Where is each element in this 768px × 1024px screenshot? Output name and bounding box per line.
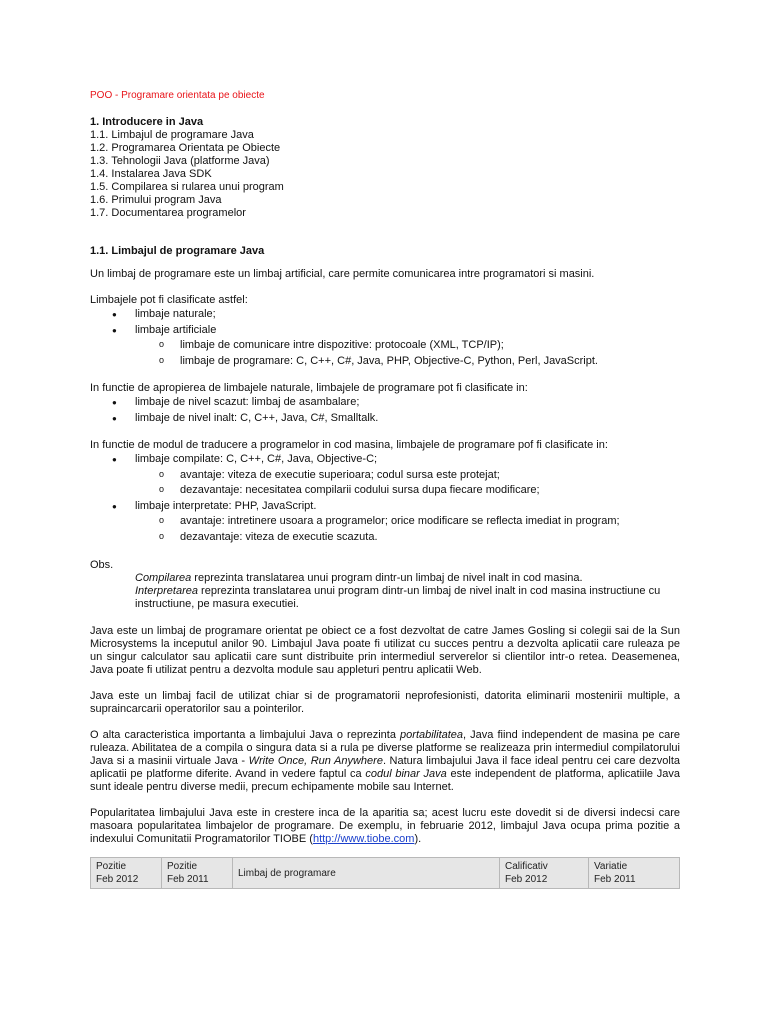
toc-item: 1.5. Compilarea si rularea unui program — [90, 181, 284, 193]
toc-heading: 1. Introducere in Java — [90, 116, 204, 128]
tiobe-table — [90, 857, 680, 889]
italic-term: codul binar Java — [365, 768, 447, 780]
obs-compilarea-text: reprezinta translatarea unui program dintr-un limbaj de nivel inalt in cod masina. — [191, 572, 583, 584]
sub-list-item: o limbaje de programare: C, C++, C#, Java, PHP, Objective-C, Python, Perl, JavaScript. — [90, 354, 680, 370]
document-body — [90, 89, 680, 846]
java-paragraph-2: Java este un limbaj facil de utilizat chiar si de programatorii neprofesionisti, datorita eliminarii mostenirii multiple, a supraincarcarii operatorilor sau a pointerilor. — [90, 690, 680, 715]
sub-list-item: o limbaje de comunicare intre dispozitive: protocoale (XML, TCP/IP); — [90, 338, 680, 354]
toc-item: 1.1. Limbajul de programare Java — [90, 129, 254, 141]
traducere-lead: In functie de modul de traducere a programelor in cod masina, limbajele de programare pof fi clasificate in: — [90, 439, 608, 451]
list-item: ● limbaje interpretate: PHP, JavaScript. — [90, 499, 680, 515]
obs-interpretarea-text: reprezinta translatarea unui program dintr-un limbaj de nivel inalt in cod masina instructiune cu instructiune, pe masura executiei. — [135, 585, 661, 610]
sub-list-item: o avantaje: intretinere usoara a programelor; orice modificare se reflecta imediat in program; — [90, 514, 680, 530]
text-run: este independent de platforma, aplicatiile Java sunt ideale pentru diverse medii, precum echipamente mobile sau Internet. — [90, 768, 680, 793]
toc-item: 1.7. Documentarea programelor — [90, 207, 246, 219]
toc-item: 1.2. Programarea Orientata pe Obiecte — [90, 142, 281, 154]
intro-paragraph: Un limbaj de programare este un limbaj artificial, care permite comunicarea intre programatori si masini. — [90, 268, 595, 280]
list-item: ● limbaje de nivel inalt: C, C++, Java, C#, Smalltalk. — [90, 411, 680, 427]
header-cell — [91, 858, 162, 889]
header-cell: Limbaj de programare — [233, 858, 500, 889]
toc-item: 1.6. Primului program Java — [90, 194, 222, 206]
sub-list-item: o avantaje: viteza de executie superioara; codul sursa este protejat; — [90, 468, 680, 484]
list-item: ● limbaje de nivel scazut: limbaj de asambalare; — [90, 395, 680, 411]
header-cell — [589, 858, 680, 889]
traducere-list — [90, 452, 680, 545]
java-paragraph-4 — [90, 807, 680, 846]
clasificare-list — [90, 307, 680, 369]
section-heading: 1.1. Limbajul de programare Java — [90, 245, 265, 257]
obs-compilarea — [90, 572, 680, 585]
apropiere-list — [90, 395, 680, 426]
header-line: Pozitie — [96, 861, 127, 872]
text-run: O alta caracteristica importanta a limbajului Java o reprezinta — [90, 729, 401, 741]
header-line: Variatie — [594, 861, 628, 872]
document-header-title: POO - Programare orientata pe obiecte — [90, 90, 265, 101]
sub-list-item: o dezavantaje: necesitatea compilarii codului sursa dupa fiecare modificare; — [90, 483, 680, 499]
header-line: Feb 2011 — [167, 874, 209, 885]
header-line: Feb 2011 — [594, 874, 636, 885]
header-line: Pozitie — [167, 861, 198, 872]
sub-list-item: o dezavantaje: viteza de executie scazuta. — [90, 530, 680, 546]
list-item: ● limbaje compilate: C, C++, C#, Java, Objective-C; — [90, 452, 680, 468]
toc-item: 1.3. Tehnologii Java (platforme Java) — [90, 155, 270, 167]
text-run: , Java fiind independent de masina pe care ruleaza. Abilitatea de a compila o singura data si a rula pe diverse platforme se realizeaza prin intermediul compilatorului Java si a masinii virtuale Java - — [90, 729, 680, 767]
header-cell — [500, 858, 589, 889]
header-cell — [162, 858, 233, 889]
java-paragraph-3 — [90, 729, 680, 794]
tiobe-link[interactable]: http://www.tiobe.com — [312, 833, 415, 845]
clasificare-lead: Limbajele pot fi clasificate astfel: — [90, 294, 248, 306]
obs-label: Obs. — [90, 559, 114, 571]
toc-item: 1.4. Instalarea Java SDK — [90, 168, 212, 180]
list-item: ● limbaje artificiale — [90, 323, 680, 339]
obs-interpretarea — [90, 585, 680, 611]
italic-term: Write Once, Run Anywhere — [248, 755, 383, 767]
text-run: ). — [414, 833, 422, 845]
list-item: ● limbaje naturale; — [90, 307, 680, 323]
term-interpretarea: Interpretarea — [135, 585, 198, 597]
header-line: Calificativ — [505, 861, 548, 872]
text-run: . Natura limbajului Java il face ideal pentru cei care dezvolta aplicatii pe platforme diferite. Avand in vedere faptul ca — [90, 755, 681, 780]
table-of-contents — [90, 116, 680, 220]
text-run: Popularitatea limbajului Java este in crestere inca de la aparitia sa; acest lucru este dovedit si de diversi indecsi care masoara popularitatea limbajelor de programare. De exemplu, in februarie 2012, limbajul Java ocupa prima pozitie a indexului Comunitatii Programatorilor TIOBE ( — [90, 807, 680, 845]
term-compilarea: Compilarea — [135, 572, 192, 584]
header-line: Feb 2012 — [505, 874, 548, 885]
table-header-row — [91, 858, 680, 889]
java-paragraph-1: Java este un limbaj de programare orientat pe obiect ce a fost dezvoltat de catre James Gosling si colegii sai de la Sun Microsystems la inceputul anilor 90. Limbajul Java poate fi utilizat cu succes pentru a dezvolta aplicatii care ruleaza pe un singur calculator sau aplicatii care sunt distribuite prin intermediul serverelor si clientilor intr-o retea. Deasemenea, Java poate fi utilizat pentru a dezvolta module sau appleturi pentru aplicatii Web. — [90, 625, 680, 676]
italic-term: portabilitatea — [400, 729, 464, 741]
apropiere-lead: In functie de apropierea de limbajele naturale, limbajele de programare pot fi clasificate in: — [90, 382, 528, 394]
header-line: Feb 2012 — [96, 874, 139, 885]
